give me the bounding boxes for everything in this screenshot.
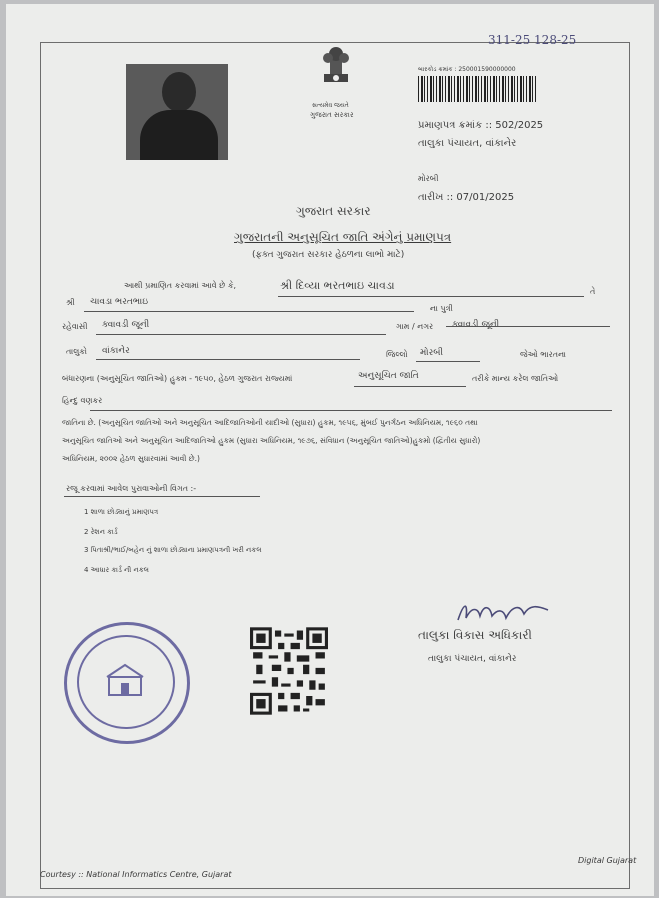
legal-paragraph-line-1: જાતિના છે. (અનુસૂચિત જાતિઓ અને અનુસૂચિત આદિજાતિઓની યાદીઓ (સુધારા) હુકમ, ૧૯૫૬, મુંબઈ પુનર્ગઠન અધિનિયમ, ૧૯૬૦ તથા	[62, 418, 478, 427]
official-seal	[64, 622, 190, 744]
issuing-office: તાલુકા પંચાયત, વાંકાનેર	[418, 138, 517, 149]
district-value: મોરબી	[420, 348, 444, 358]
son-daughter-label: ના પુત્રી	[430, 304, 453, 313]
document-item: 2 રેશન કાર્ડ	[84, 528, 118, 536]
legal-paragraph-line-2: અનુસૂચિત જાતિઓ અને અનુસૂચિત આદિજાતિઓ હુકમ (સુધારા અધિનિયમ, ૧૯૭૬, સંવિધાન (અનુસૂચિત જાતિઓ)હુકમો (દ્વિતીય સુધારો)	[62, 436, 481, 445]
officer-signature	[454, 598, 554, 626]
suffix-te: તે	[590, 287, 596, 296]
issue-date: તારીખ :: 07/01/2025	[418, 192, 515, 203]
father-prefix: શ્રી	[66, 298, 75, 307]
caste-type: અનુસૂચિત જાતિ	[358, 371, 419, 381]
emblem-caption-2: ગુજરાત સરકાર	[310, 111, 354, 119]
recognized-text: તરીકે માન્ય કરેલ જાતિઓ	[472, 374, 559, 383]
certificate-subtitle: (ફક્ત ગુજરાત સરકાર હેઠળના લાભો માટે)	[252, 250, 405, 260]
certify-text: આથી પ્રમાણિત કરવામાં આવે છે કે,	[124, 281, 237, 290]
officer-title: તાલુકા વિકાસ અધિકારી	[418, 628, 532, 642]
legal-paragraph-line-3: અધિનિયમ, ૨૦૦૨ હેઠળ સુધારવામાં આવી છે.)	[62, 454, 200, 463]
gov-heading: ગુજરાત સરકાર	[296, 204, 371, 218]
document-item: 1 શાળા છોડ્યાનું પ્રમાણપત્ર	[84, 508, 159, 516]
barcode-icon	[418, 76, 536, 102]
barcode-number: બારકોડ ક્રમાંક : 250001590000000	[418, 66, 516, 73]
taluka-label: તાલુકો	[66, 347, 87, 356]
applicant-photo	[126, 64, 228, 160]
emblem-caption-1: સત્યમેવ જયતે	[312, 102, 349, 109]
officer-office: તાલુકા પંચાયત, વાંકાનેર	[428, 654, 517, 664]
caste-value: હિન્દુ વણકર	[62, 396, 103, 405]
document-item: 4 આધાર કાર્ડ ની નકલ	[84, 566, 149, 574]
footer-courtesy: Courtesy :: National Informatics Centre, Gujarat	[40, 870, 232, 879]
village-value: ક્વાવડી જૂની	[452, 320, 500, 330]
handwritten-number: 311-25 128-25	[488, 33, 577, 47]
certificate-border	[40, 42, 630, 889]
residence-value: ક્વાવડી જૂની	[102, 320, 150, 330]
certificate-number: પ્રમાણપત્ર ક્રમાંક :: 502/2025	[418, 120, 544, 131]
constitution-text: બંધારણના (અનુસૂચિત જાતિઓ) હુકમ - ૧૯૫૦, હેઠળ ગુજરાત રાજ્યમાં	[62, 374, 293, 383]
village-label: ગામ / નગર	[396, 322, 434, 331]
footer-digital-gujarat: Digital Gujarat	[578, 856, 637, 865]
taluka-value: વાંકાનેર	[102, 346, 130, 356]
residence-label: રહેવાસી	[62, 322, 88, 331]
father-name: ચાવડા ભરતભાઇ	[90, 297, 149, 307]
certificate-page	[6, 4, 654, 896]
national-emblem-icon	[316, 46, 356, 100]
qr-code-icon	[250, 627, 328, 715]
certificate-title: ગુજરાતની અનુસૂચિત જાતિ અંગેનું પ્રમાણપત્ર	[234, 230, 452, 244]
document-item: 3 પિતાશ્રી/ભાઈ/બહેન નું શાળા છોડ્યાના પ્રમાણપત્રની ખરી નકલ	[84, 546, 262, 554]
district-label: જિલ્લો	[386, 350, 408, 359]
place: મોરબી	[418, 174, 439, 183]
documents-heading: રજૂ કરવામાં આવેલ પુરાવાઓની વિગત :-	[66, 484, 197, 493]
india-text: જેઓ ભારતના	[520, 350, 567, 359]
applicant-name: શ્રી દિવ્યા ભરતભાઇ ચાવડા	[280, 279, 395, 292]
